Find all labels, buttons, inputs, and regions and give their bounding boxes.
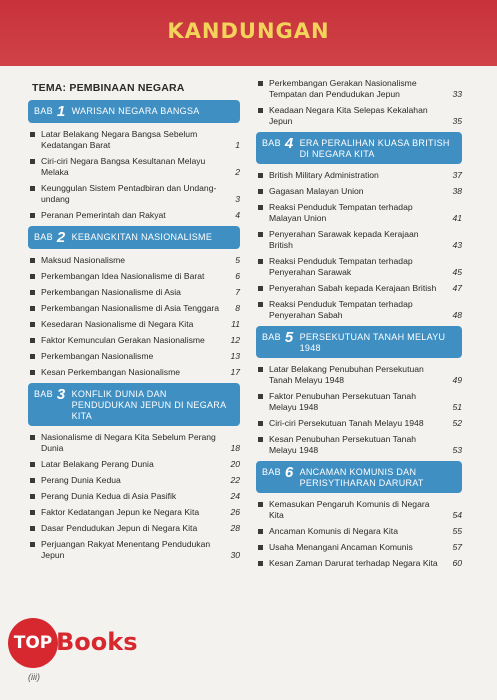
toc-entry[interactable] <box>256 558 462 569</box>
toc-entry-title: Penyerahan Sarawak kepada Kerajaan British <box>269 229 419 250</box>
bullet-icon <box>258 189 263 194</box>
bullet-icon <box>258 529 263 534</box>
toc-entry-page: 54 <box>452 510 462 520</box>
toc-entry-page: 55 <box>452 526 462 536</box>
bullet-icon <box>258 367 263 372</box>
toc-entry-title: Perkembangan Gerakan Nasionalisme Tempatan dan Pendudukan Jepun <box>269 78 417 99</box>
chapter-title: KEBANGKITAN NASIONALISME <box>71 232 213 242</box>
toc-entry-page: 3 <box>235 194 240 204</box>
bullet-icon <box>258 502 263 507</box>
chapter-heading[interactable] <box>256 132 462 164</box>
toc-entry[interactable] <box>256 105 462 127</box>
bullet-icon <box>30 494 35 499</box>
bullet-icon <box>30 542 35 547</box>
toc-entry-title: Kesedaran Nasionalisme di Negara Kita <box>41 319 194 329</box>
toc-entry[interactable] <box>256 418 462 429</box>
toc-entry-title: Perkembangan Nasionalisme di Asia Tenggara <box>41 303 220 313</box>
bullet-icon <box>30 462 35 467</box>
toc-entry[interactable] <box>256 186 462 197</box>
toc-entry-title: Faktor Kemunculan Gerakan Nasionalisme <box>41 335 205 345</box>
toc-entry[interactable] <box>28 303 240 314</box>
toc-entry[interactable] <box>256 170 462 181</box>
bullet-icon <box>30 159 35 164</box>
toc-entry-title: Usaha Menangani Ancaman Komunis <box>269 542 413 552</box>
chapter-number: 4 <box>284 135 294 152</box>
toc-entry-page: 28 <box>230 523 240 533</box>
bullet-icon <box>30 338 35 343</box>
bullet-icon <box>258 173 263 178</box>
toc-entry-page: 26 <box>230 507 240 517</box>
toc-entry-page: 37 <box>452 170 462 180</box>
toc-entry-page: 35 <box>452 116 462 126</box>
toc-entry-page: 30 <box>230 550 240 560</box>
toc-entry-title: Maksud Nasionalisme <box>41 255 126 265</box>
toc-entry-title: British Military Administration <box>269 170 379 180</box>
bullet-icon <box>30 526 35 531</box>
bullet-icon <box>258 394 263 399</box>
bullet-icon <box>30 274 35 279</box>
toc-entry-title: Kesan Perkembangan Nasionalisme <box>41 367 181 377</box>
bullet-icon <box>258 108 263 113</box>
toc-entry[interactable] <box>28 156 240 178</box>
chapter-heading[interactable] <box>28 383 240 426</box>
logo-wordmark: Books <box>56 628 138 656</box>
bullet-icon <box>258 286 263 291</box>
toc-entry[interactable] <box>256 526 462 537</box>
toc-entry-title: Latar Belakang Negara Bangsa Sebelum Kedatangan Barat <box>41 129 198 150</box>
toc-entry-title: Perkembangan Nasionalisme di Asia <box>41 287 181 297</box>
toc-entry-title: Latar Belakang Perang Dunia <box>41 459 154 469</box>
chapter-number: 3 <box>56 386 66 403</box>
toc-entry[interactable] <box>256 78 462 100</box>
toc-entry[interactable] <box>28 183 240 205</box>
toc-entry-title: Ciri-ciri Persekutuan Tanah Melayu 1948 <box>269 418 424 428</box>
toc-entry-title: Kesan Penubuhan Persekutuan Tanah Melayu 1948 <box>269 434 417 455</box>
toc-entry-title: Nasionalisme di Negara Kita Sebelum Perang Dunia <box>41 432 216 453</box>
bullet-icon <box>30 435 35 440</box>
toc-entry-page: 47 <box>452 283 462 293</box>
chapter-number: 1 <box>56 103 66 120</box>
toc-entry-page: 2 <box>235 167 240 177</box>
toc-entry[interactable] <box>28 475 240 486</box>
bullet-icon <box>258 561 263 566</box>
bullet-icon <box>30 290 35 295</box>
chapter-heading[interactable] <box>28 100 240 123</box>
toc-entry-title: Reaksi Penduduk Tempatan terhadap Penyerahan Sabah <box>269 299 413 320</box>
toc-entry-page: 5 <box>235 255 240 265</box>
toc-entry[interactable] <box>28 129 240 151</box>
toc-entry-page: 43 <box>452 240 462 250</box>
toc-entry-page: 53 <box>452 445 462 455</box>
bullet-icon <box>30 370 35 375</box>
toc-entry-title: Ciri-ciri Negara Bangsa Kesultanan Melayu Melaka <box>41 156 206 177</box>
toc-entry[interactable] <box>28 351 240 362</box>
toc-entry-page: 33 <box>452 89 462 99</box>
bullet-icon <box>258 545 263 550</box>
bullet-icon <box>30 354 35 359</box>
chapter-label: BAB <box>262 332 281 342</box>
theme-heading: TEMA: PEMBINAAN NEGARA <box>32 82 185 94</box>
chapter-number: 5 <box>284 329 294 346</box>
toc-entry-title: Faktor Kedatangan Jepun ke Negara Kita <box>41 507 200 517</box>
bullet-icon <box>258 259 263 264</box>
chapter-label: BAB <box>262 138 281 148</box>
toc-entry-page: 48 <box>452 310 462 320</box>
toc-entry[interactable] <box>256 434 462 456</box>
page-number: (iii) <box>28 672 40 682</box>
toc-entry[interactable] <box>256 391 462 413</box>
bullet-icon <box>258 421 263 426</box>
toc-entry[interactable] <box>28 210 240 221</box>
toc-entry-title: Ancaman Komunis di Negara Kita <box>269 526 398 536</box>
toc-entry-page: 13 <box>230 351 240 361</box>
toc-entry-title: Kesan Zaman Darurat terhadap Negara Kita <box>269 558 438 568</box>
toc-entry-title: Kemasukan Pengaruh Komunis di Negara Kita <box>269 499 430 520</box>
toc-entry-page: 17 <box>230 367 240 377</box>
page-title: KANDUNGAN <box>167 19 330 43</box>
bullet-icon <box>30 186 35 191</box>
toc-entry-page: 60 <box>452 558 462 568</box>
toc-entry[interactable] <box>256 364 462 386</box>
toc-entry-page: 22 <box>230 475 240 485</box>
toc-entry[interactable] <box>28 539 240 561</box>
toc-entry[interactable] <box>28 319 240 330</box>
toc-entry-page: 41 <box>452 213 462 223</box>
toc-entry[interactable] <box>28 335 240 346</box>
toc-entry[interactable] <box>28 523 240 534</box>
toc-entry[interactable] <box>256 299 462 321</box>
bullet-icon <box>30 213 35 218</box>
bullet-icon <box>258 232 263 237</box>
toc-entry[interactable] <box>256 542 462 553</box>
toc-entry-page: 45 <box>452 267 462 277</box>
chapter-title: ANCAMAN KOMUNIS DAN PERISYTIHARAN DARURAT <box>299 467 424 488</box>
chapter-title: ERA PERALIHAN KUASA BRITISH DI NEGARA KITA <box>299 138 450 159</box>
bullet-icon <box>30 478 35 483</box>
toc-entry-page: 49 <box>452 375 462 385</box>
toc-entry-title: Keadaan Negara Kita Selepas Kekalahan Jepun <box>269 105 428 126</box>
bullet-icon <box>30 258 35 263</box>
header-banner <box>0 0 497 66</box>
toc-entry[interactable] <box>256 499 462 521</box>
bullet-icon <box>258 81 263 86</box>
toc-entry-page: 4 <box>235 210 240 220</box>
toc-entry[interactable] <box>28 507 240 518</box>
topbooks-logo <box>8 618 198 668</box>
toc-entry[interactable] <box>28 255 240 266</box>
toc-entry[interactable] <box>256 229 462 251</box>
toc-entry-page: 18 <box>230 443 240 453</box>
toc-entry-title: Keunggulan Sistem Pentadbiran dan Undang-undang <box>41 183 217 204</box>
chapter-label: BAB <box>262 467 281 477</box>
chapter-heading[interactable] <box>256 461 462 493</box>
toc-entry-title: Peranan Pemerintah dan Rakyat <box>41 210 166 220</box>
toc-entry-page: 7 <box>235 287 240 297</box>
chapter-heading[interactable] <box>256 326 462 358</box>
toc-entry-page: 52 <box>452 418 462 428</box>
bullet-icon <box>258 302 263 307</box>
toc-entry[interactable] <box>28 367 240 378</box>
toc-entry[interactable] <box>28 271 240 282</box>
toc-entry-page: 20 <box>230 459 240 469</box>
toc-entry-page: 51 <box>452 402 462 412</box>
toc-entry-title: Perkembangan Nasionalisme <box>41 351 154 361</box>
toc-entry-title: Perkembangan Idea Nasionalisme di Barat <box>41 271 205 281</box>
right-column <box>256 78 462 574</box>
toc-entry-title: Faktor Penubuhan Persekutuan Tanah Melayu 1948 <box>269 391 416 412</box>
toc-entry-title: Penyerahan Sabah kepada Kerajaan British <box>269 283 437 293</box>
logo-circle: TOP <box>8 618 58 668</box>
toc-entry[interactable] <box>256 283 462 294</box>
toc-entry-title: Reaksi Penduduk Tempatan terhadap Malayan Union <box>269 202 413 223</box>
toc-entry-title: Perang Dunia Kedua di Asia Pasifik <box>41 491 177 501</box>
chapter-label: BAB <box>34 106 53 116</box>
toc-entry-title: Perang Dunia Kedua <box>41 475 121 485</box>
bullet-icon <box>30 132 35 137</box>
toc-entry[interactable] <box>28 432 240 454</box>
chapter-title: KONFLIK DUNIA DAN PENDUDUKAN JEPUN DI NEGARA KITA <box>71 389 226 421</box>
toc-entry-title: Perjuangan Rakyat Menentang Pendudukan Jepun <box>41 539 211 560</box>
toc-entry-title: Dasar Pendudukan Jepun di Negara Kita <box>41 523 198 533</box>
toc-entry-page: 11 <box>231 319 240 329</box>
chapter-number: 6 <box>284 464 294 481</box>
toc-entry-page: 6 <box>235 271 240 281</box>
toc-entry-page: 57 <box>452 542 462 552</box>
toc-entry[interactable] <box>256 256 462 278</box>
toc-entry-title: Reaksi Penduduk Tempatan terhadap Penyerahan Sarawak <box>269 256 413 277</box>
toc-entry-page: 12 <box>230 335 240 345</box>
chapter-label: BAB <box>34 232 53 242</box>
chapter-number: 2 <box>56 229 66 246</box>
toc-entry[interactable] <box>28 491 240 502</box>
toc-entry-page: 8 <box>235 303 240 313</box>
toc-entry-title: Latar Belakang Penubuhan Persekutuan Tanah Melayu 1948 <box>269 364 424 385</box>
toc-entry-title: Gagasan Malayan Union <box>269 186 364 196</box>
left-column <box>28 78 240 566</box>
toc-entry-page: 1 <box>235 140 240 150</box>
toc-entry[interactable] <box>28 459 240 470</box>
bullet-icon <box>30 322 35 327</box>
chapter-heading[interactable] <box>28 226 240 249</box>
toc-entry[interactable] <box>28 287 240 298</box>
chapter-label: BAB <box>34 389 53 399</box>
chapter-title: WARISAN NEGARA BANGSA <box>71 106 200 116</box>
bullet-icon <box>30 510 35 515</box>
chapter-title: PERSEKUTUAN TANAH MELAYU 1948 <box>299 332 446 353</box>
toc-entry-page: 24 <box>230 491 240 501</box>
bullet-icon <box>258 437 263 442</box>
toc-entry[interactable] <box>256 202 462 224</box>
bullet-icon <box>30 306 35 311</box>
bullet-icon <box>258 205 263 210</box>
toc-entry-page: 38 <box>452 186 462 196</box>
